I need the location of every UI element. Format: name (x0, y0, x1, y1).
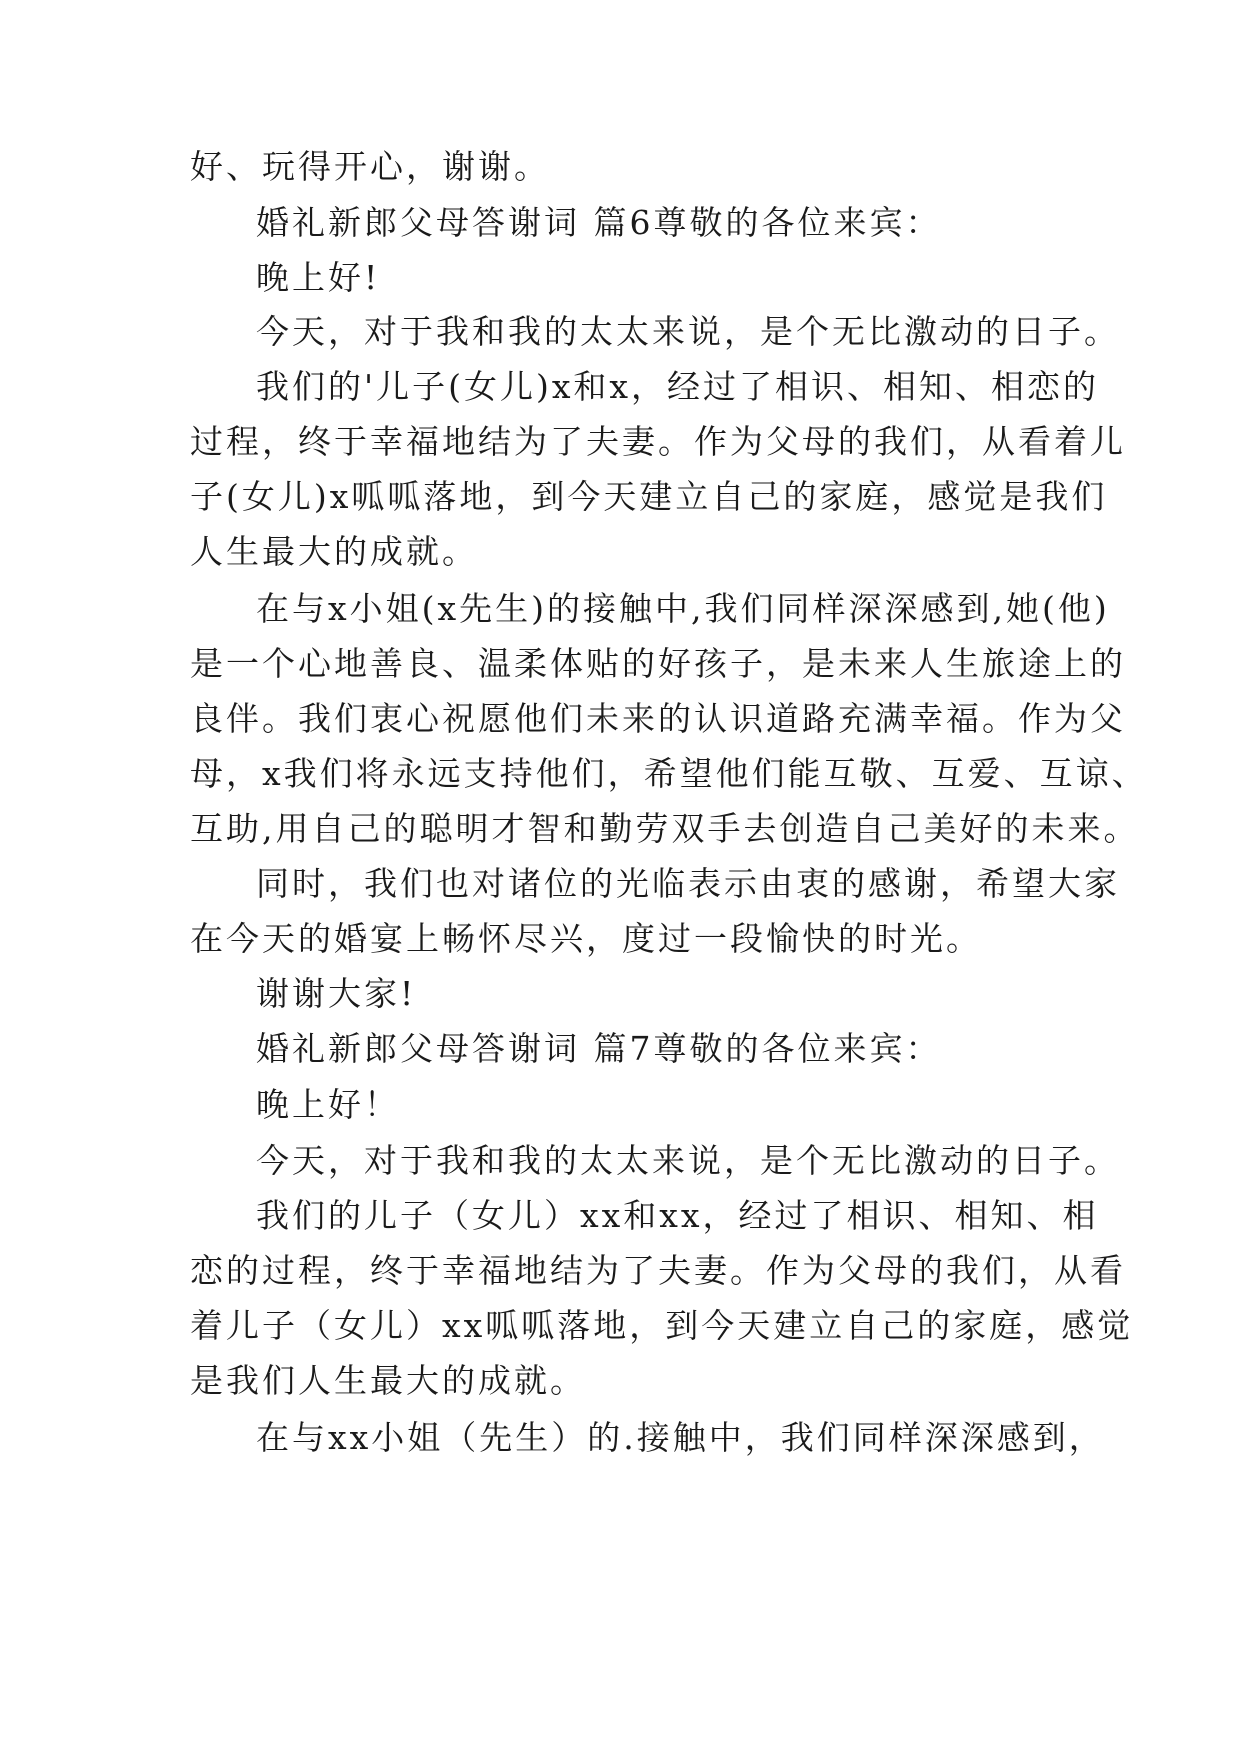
section-heading-6: 婚礼新郎父母答谢词 篇6尊敬的各位来宾： (256, 203, 942, 242)
text-line-11: 良伴。我们衷心祝愿他们未来的认识道路充满幸福。作为父 (190, 699, 1126, 738)
text-line-9: 在与x小姐(x先生)的接触中,我们同样深深感到,她(他) (256, 589, 1110, 628)
text-line-7: 子(女儿)x呱呱落地，到今天建立自己的家庭，感觉是我们 (190, 477, 1108, 516)
text-line-1: 好、玩得开心，谢谢。 (190, 147, 550, 186)
section-heading-7: 婚礼新郎父母答谢词 篇7尊敬的各位来宾： (256, 1029, 942, 1068)
text-line-14: 同时，我们也对诸位的光临表示由衷的感谢，希望大家 (256, 864, 1120, 903)
text-line-15: 在今天的婚宴上畅怀尽兴，度过一段愉快的时光。 (190, 919, 982, 958)
text-line-4: 今天，对于我和我的太太来说，是个无比激动的日子。 (256, 312, 1120, 351)
text-line-10: 是一个心地善良、温柔体贴的好孩子，是未来人生旅途上的 (190, 644, 1126, 683)
text-line-24: 在与xx小姐（先生）的.接触中，我们同样深深感到， (256, 1418, 1105, 1457)
text-line-21: 恋的过程，终于幸福地结为了夫妻。作为父母的我们，从看 (190, 1251, 1126, 1290)
text-line-5: 我们的'儿子(女儿)x和x，经过了相识、相知、相恋的 (256, 367, 1100, 406)
text-line-6: 过程，终于幸福地结为了夫妻。作为父母的我们，从看着儿 (190, 422, 1126, 461)
text-line-18: 晚上好！ (256, 1085, 400, 1124)
text-line-16: 谢谢大家! (256, 974, 417, 1013)
text-line-20: 我们的儿子（女儿）xx和xx，经过了相识、相知、相 (256, 1196, 1099, 1235)
text-line-22: 着儿子（女儿）xx呱呱落地，到今天建立自己的家庭，感觉 (190, 1306, 1134, 1345)
text-line-8: 人生最大的成就。 (190, 532, 478, 571)
text-line-12: 母，x我们将永远支持他们，希望他们能互敬、互爱、互谅、 (190, 754, 1148, 793)
text-line-3: 晚上好! (256, 258, 381, 297)
text-line-13: 互助,用自己的聪明才智和勤劳双手去创造自己美好的未来。 (190, 809, 1140, 848)
text-line-23: 是我们人生最大的成就。 (190, 1361, 586, 1400)
text-line-19: 今天，对于我和我的太太来说，是个无比激动的日子。 (256, 1141, 1120, 1180)
